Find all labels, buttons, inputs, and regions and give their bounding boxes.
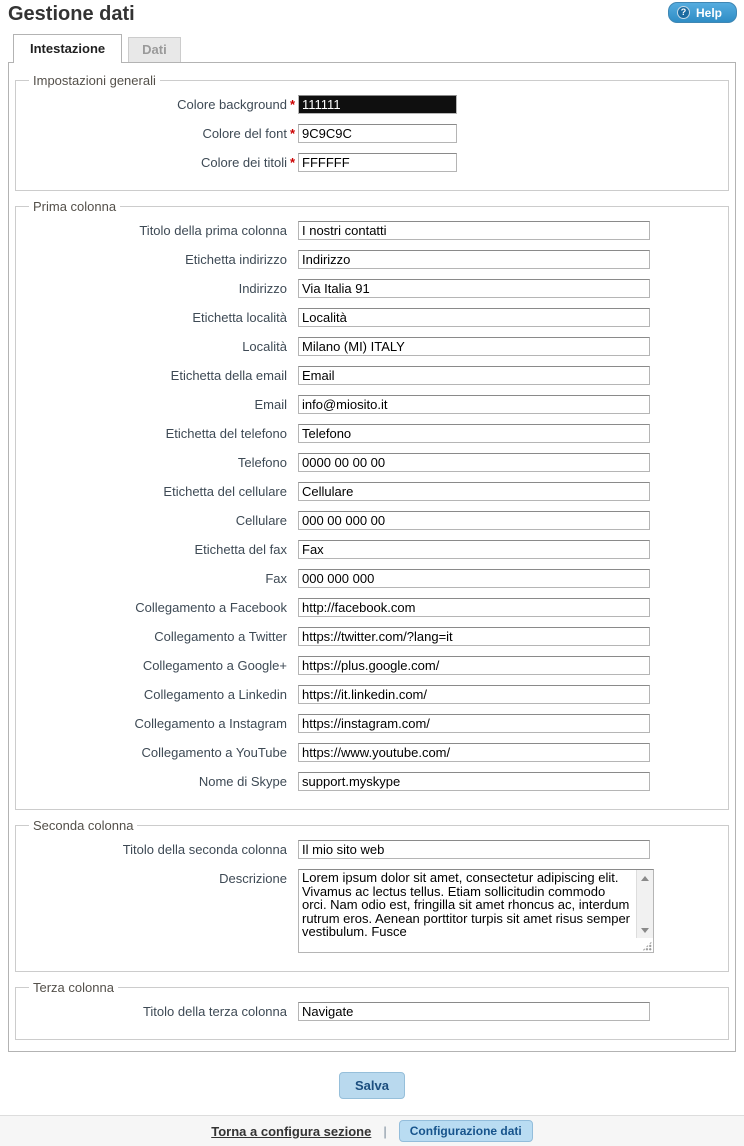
section-terza-colonna	[15, 980, 729, 1040]
titolo-terza-colonna-input[interactable]	[298, 1002, 650, 1021]
localita-label: Località	[242, 339, 287, 354]
section-impostazioni-generali	[15, 73, 729, 191]
footer-separator: |	[383, 1123, 387, 1139]
titolo-seconda-colonna-input[interactable]	[298, 840, 650, 859]
footer-bar	[0, 1115, 744, 1146]
cellulare-input[interactable]	[298, 511, 650, 530]
form-row	[24, 153, 720, 172]
form-row	[24, 1002, 720, 1021]
help-button-label: Help	[695, 5, 722, 20]
save-button[interactable]: Salva	[339, 1072, 405, 1099]
section-legend: Impostazioni generali	[33, 73, 156, 88]
descrizione-textarea[interactable]	[298, 869, 654, 953]
form-row	[24, 511, 720, 530]
help-button[interactable]	[668, 2, 737, 23]
form-row	[24, 366, 720, 385]
form-row	[24, 453, 720, 472]
etichetta-email-label: Etichetta della email	[170, 368, 287, 383]
textarea-scrollbar[interactable]	[636, 870, 653, 938]
indirizzo-label: Indirizzo	[238, 281, 287, 296]
save-area	[0, 1052, 744, 1115]
colore-background-input[interactable]	[298, 95, 457, 114]
indirizzo-input[interactable]	[298, 279, 650, 298]
etichetta-cellulare-label: Etichetta del cellulare	[163, 484, 287, 499]
email-input[interactable]	[298, 395, 650, 414]
tab-bar	[13, 34, 744, 62]
collegamento-facebook-label: Collegamento a Facebook	[135, 600, 287, 615]
section-legend: Seconda colonna	[33, 818, 134, 833]
page-title: Gestione dati	[8, 3, 135, 25]
descrizione-label: Descrizione	[219, 871, 287, 886]
form-row	[24, 395, 720, 414]
collegamento-google-plus-label: Collegamento a Google+	[142, 658, 287, 673]
question-mark-icon: ?	[677, 6, 690, 19]
etichetta-fax-label: Etichetta del fax	[194, 542, 287, 557]
form-row	[24, 482, 720, 501]
required-asterisk: *	[289, 126, 296, 141]
form-row	[24, 772, 720, 791]
form-row	[24, 627, 720, 646]
collegamento-twitter-input[interactable]	[298, 627, 650, 646]
collegamento-youtube-label: Collegamento a YouTube	[141, 745, 287, 760]
form-row	[24, 308, 720, 327]
collegamento-linkedin-label: Collegamento a Linkedin	[143, 687, 287, 702]
fax-input[interactable]	[298, 569, 650, 588]
colore-titoli-input[interactable]	[298, 153, 457, 172]
scroll-down-arrow-icon[interactable]	[637, 924, 653, 936]
etichetta-cellulare-input[interactable]	[298, 482, 650, 501]
required-asterisk: *	[289, 97, 296, 112]
form-row	[24, 569, 720, 588]
form-row	[24, 250, 720, 269]
form-row	[24, 337, 720, 356]
form-row	[24, 598, 720, 617]
form-row	[24, 424, 720, 443]
nome-skype-input[interactable]	[298, 772, 650, 791]
form-row	[24, 540, 720, 559]
cellulare-label: Cellulare	[235, 513, 287, 528]
section-seconda-colonna	[15, 818, 729, 972]
etichetta-localita-label: Etichetta località	[192, 310, 287, 325]
etichetta-email-input[interactable]	[298, 366, 650, 385]
form-row	[24, 656, 720, 675]
form-row	[24, 743, 720, 762]
form-row	[24, 124, 720, 143]
page-header	[0, 0, 744, 34]
collegamento-facebook-input[interactable]	[298, 598, 650, 617]
titolo-prima-colonna-input[interactable]	[298, 221, 650, 240]
section-legend: Prima colonna	[33, 199, 117, 214]
collegamento-google-plus-input[interactable]	[298, 656, 650, 675]
form-container	[8, 62, 736, 1052]
titolo-seconda-colonna-label: Titolo della seconda colonna	[122, 842, 287, 857]
scroll-up-arrow-icon[interactable]	[637, 872, 653, 884]
nome-skype-label: Nome di Skype	[198, 774, 287, 789]
localita-input[interactable]	[298, 337, 650, 356]
telefono-label: Telefono	[237, 455, 287, 470]
collegamento-instagram-input[interactable]	[298, 714, 650, 733]
form-row	[24, 714, 720, 733]
titolo-terza-colonna-label: Titolo della terza colonna	[142, 1004, 287, 1019]
fax-label: Fax	[265, 571, 287, 586]
back-to-configure-section-link[interactable]: Torna a configura sezione	[211, 1123, 372, 1139]
etichetta-telefono-label: Etichetta del telefono	[165, 426, 287, 441]
email-label: Email	[254, 397, 287, 412]
form-row	[24, 869, 720, 953]
resize-grip-icon[interactable]	[642, 941, 652, 951]
etichetta-indirizzo-label: Etichetta indirizzo	[185, 252, 287, 267]
colore-background-label: Colore background	[177, 97, 287, 112]
etichetta-telefono-input[interactable]	[298, 424, 650, 443]
titolo-prima-colonna-label: Titolo della prima colonna	[139, 223, 287, 238]
telefono-input[interactable]	[298, 453, 650, 472]
data-configuration-button[interactable]: Configurazione dati	[399, 1120, 533, 1142]
collegamento-linkedin-input[interactable]	[298, 685, 650, 704]
descrizione-textarea-text: Lorem ipsum dolor sit amet, consectetur adipiscing elit. Vivamus ac lectus tellus. Etiam sollicitudin commodo orci. Nam odio est, fringilla sit amet rhoncus ac, interdum rutrum eros. Aenean porttitor turpis sit amet risus semper vestibulum. Fusce	[302, 871, 631, 939]
colore-font-input[interactable]	[298, 124, 457, 143]
form-row	[24, 221, 720, 240]
tab-intestazione[interactable]: Intestazione	[13, 34, 122, 63]
form-row	[24, 95, 720, 114]
form-row	[24, 279, 720, 298]
colore-font-label: Colore del font	[202, 126, 287, 141]
etichetta-indirizzo-input[interactable]	[298, 250, 650, 269]
etichetta-fax-input[interactable]	[298, 540, 650, 559]
form-row	[24, 840, 720, 859]
colore-titoli-label: Colore dei titoli	[201, 155, 287, 170]
required-asterisk: *	[289, 155, 296, 170]
collegamento-instagram-label: Collegamento a Instagram	[134, 716, 287, 731]
tab-dati[interactable]: Dati	[128, 37, 181, 62]
section-prima-colonna	[15, 199, 729, 810]
etichetta-localita-input[interactable]	[298, 308, 650, 327]
form-row	[24, 685, 720, 704]
collegamento-youtube-input[interactable]	[298, 743, 650, 762]
section-legend: Terza colonna	[33, 980, 114, 995]
collegamento-twitter-label: Collegamento a Twitter	[154, 629, 287, 644]
